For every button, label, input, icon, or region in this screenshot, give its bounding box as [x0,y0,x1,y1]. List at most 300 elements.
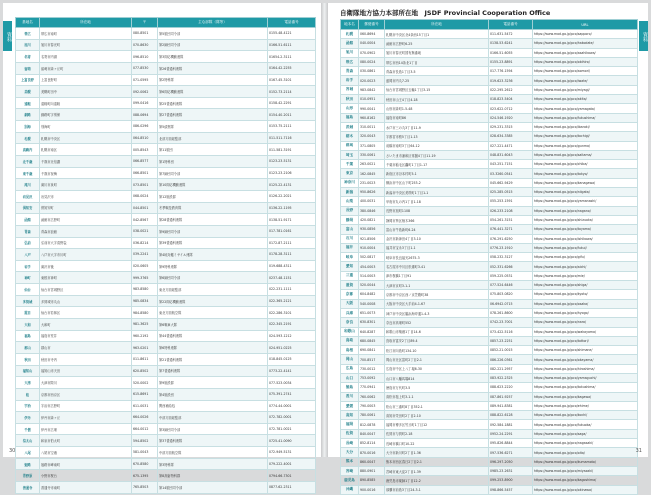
table-cell: 611-0031 [132,400,158,412]
table-cell: 020-0605 [132,260,158,272]
table-cell: 善通寺 [16,481,40,493]
table-cell: 帯広 [341,57,359,66]
table-row [16,62,316,74]
table-row [341,39,638,48]
table-row [341,290,638,299]
table-cell: 青野原 [16,470,40,482]
table-cell: 第44普通科連隊 [158,330,268,342]
table-row [341,160,638,169]
table-cell: 函館市広野町 [40,214,132,226]
table-cell: 東京 [341,169,359,178]
table-row [341,439,638,448]
table-cell: https://www.mod.go.jp/pco/miyazaki/ [533,466,638,475]
table-cell: 0126-22-2021 [268,190,316,202]
table-cell: 第7師団司令部 [158,167,268,179]
table-cell: 第4施設団 [158,388,268,400]
table-cell: 664-0026 [132,412,158,424]
table-cell: 0152-73-2114 [268,86,316,98]
table-cell: 027-221-4471 [489,141,533,150]
table-cell: 富山 [341,225,359,234]
table-row [341,122,638,131]
table-cell: 神奈川 [341,178,359,187]
table-cell: 400-0031 [359,197,385,206]
table-cell: 那覇市前島3丁目24-3-1 [385,485,489,494]
table-row [341,281,638,290]
table-row [341,327,638,336]
office-table-body [341,30,638,495]
table-cell: 多賀城 [16,295,40,307]
table-cell: 026-233-2108 [489,206,533,215]
table-cell: 096-297-2050 [489,457,533,466]
table-cell: 080-0024 [359,57,385,66]
table-cell: 790-0003 [359,401,385,410]
table-cell: 北部方面総監部 [158,132,268,144]
table-cell: 044-8501 [132,202,158,214]
table-row [341,485,638,494]
table-cell: 700-8517 [359,355,385,364]
table-cell: 263-0021 [359,160,385,169]
table-cell: 鳥取市富安2丁目89-4 [385,336,489,345]
table-cell: 釧路 [16,109,40,121]
table-cell: 950-8626 [359,188,385,197]
table-cell: https://www.mod.go.jp/pco/saitama/ [533,150,638,159]
table-cell: 千歳市祝梅 [40,167,132,179]
table-cell: 0138-53-6241 [489,39,533,48]
table-cell: 旭川市春光町 [40,39,132,51]
table-cell: 大津市京町3-1-1 [385,281,489,290]
table-cell: 330-0061 [359,150,385,159]
table-cell: https://www.mod.go.jp/pco/toyama/ [533,225,638,234]
table-row [16,423,316,435]
table-cell: 弘前市大字清野袋 [40,237,132,249]
table-cell: 青森市長島1丁目3-5 [385,67,489,76]
table-cell: 0794-66-7301 [268,470,316,482]
table-cell: 伊丹市緑ヶ丘 [40,412,132,424]
table-cell: 札幌市南区 [40,144,132,156]
table-cell: 神町 [16,272,40,284]
table-header-row [16,18,316,28]
table-cell: 第11旅団 [158,144,268,156]
table-cell: 055-253-1591 [489,197,533,206]
table-cell: 963-0201 [132,342,158,354]
table-cell: 第25普通科連隊 [158,97,268,109]
table-cell: 釧路町字別保 [40,109,132,121]
table-cell: 022-295-2612 [489,85,533,94]
table-cell: 039-2241 [132,249,158,261]
table-cell: 594-8502 [132,435,158,447]
table-cell: 088-822-6128 [489,411,533,420]
table-cell: 奈良 [341,318,359,327]
table-cell: 中部方面総監部 [158,412,268,424]
table-cell: 第6戦車大隊 [158,319,268,331]
table-cell: 秋田市山王4丁目4-18 [385,95,489,104]
table-cell: 名古屋市中川区松重町3-41 [385,262,489,271]
table-cell: https://www.mod.go.jp/pco/ehime/ [533,401,638,410]
table-row [16,179,316,191]
table-cell: 070-8630 [132,39,158,51]
table-cell: 遠軽町向遠軽 [40,97,132,109]
table-cell: https://www.mod.go.jp/pco/gifu/ [533,253,638,262]
table-cell: 善通寺市南町 [40,481,132,493]
table-cell: https://www.mod.go.jp/pco/akita/ [533,95,638,104]
table-cell: 083-922-2325 [489,373,533,382]
table-row [341,48,638,57]
table-cell: 旭川 [341,48,359,57]
table-cell: 080-8501 [132,28,158,40]
table-cell: 福島 [341,113,359,122]
table-cell: 八尾 [16,447,40,459]
table-cell: 秋田市寺内 [40,353,132,365]
table-cell: さいたま市浦和区常盤4丁目11-19 [385,150,489,159]
table-cell: 0166-51-6055 [489,48,533,57]
table-cell: 320-0043 [359,132,385,141]
table-cell: 姫路市峰南町 [40,458,132,470]
table-row [341,392,638,401]
table-cell: 620-8502 [132,365,158,377]
table-cell: 0155-23-8891 [489,57,533,66]
table-cell: 滋賀 [341,281,359,290]
table-row [341,104,638,113]
table-row [341,243,638,252]
table-row [16,144,316,156]
table-cell: 06-6942-0715 [489,299,533,308]
table-cell: 滝川市泉町 [40,179,132,191]
table-cell: 0774-44-0001 [268,400,316,412]
table-cell: 042-8567 [132,214,158,226]
table-cell: 信太山 [16,435,40,447]
table-cell: https://www.mod.go.jp/pco/ibaraki/ [533,122,638,131]
table-cell: 愛媛 [341,401,359,410]
table-cell: 780-0061 [359,411,385,420]
table-cell: 金沢市新神田4丁目3-10 [385,234,489,243]
table-cell: https://www.mod.go.jp/pco/kanagawa/ [533,178,638,187]
table-cell: 広島 [341,364,359,373]
table-cell: 佐賀 [341,429,359,438]
table-cell: 099-0416 [132,97,158,109]
table-cell: 098-866-5457 [489,485,533,494]
table-cell: 005-8543 [132,144,158,156]
table-row [341,373,638,382]
table-cell: 921-8506 [359,234,385,243]
table-row [341,271,638,280]
table-cell: 福井 [341,243,359,252]
table-cell: 017-776-1594 [489,67,533,76]
table-row [341,448,638,457]
page-number: 30 [9,448,16,454]
table-row [16,365,316,377]
table-cell: 茨城 [341,122,359,131]
table-cell: https://www.mod.go.jp/pco/nagano/ [533,206,638,215]
table-cell: 01654-2-3111 [268,51,316,63]
table-cell: 鳥取 [341,336,359,345]
table-cell: 0725-41-0090 [268,435,316,447]
table-cell: 広島市中区上八丁堀6-30 [385,364,489,373]
table-cell: 860-0047 [359,457,385,466]
column-header: URL [533,20,638,30]
table-row [16,121,316,133]
table-row [16,167,316,179]
column-header: 電話番号 [268,18,316,28]
table-cell: 神戸市中央区脇浜海岸通1-4-3 [385,308,489,317]
table-cell: 162-0845 [359,169,385,178]
table-row [16,412,316,424]
table-row [341,420,638,429]
table-cell: 留萌市緑ヶ丘町 [40,62,132,74]
table-cell: https://www.mod.go.jp/pco/wakayama/ [533,327,638,336]
table-cell: 福島市荒井 [40,330,132,342]
table-cell: 765-8503 [132,481,158,493]
table-cell: 075-391-2741 [268,388,316,400]
table-cell: 帯広 [16,28,40,40]
table-cell: 690-0841 [359,346,385,355]
table-cell: 静岡 [341,215,359,224]
table-cell: 0877-62-2311 [268,481,316,493]
column-header: 電話番号 [489,20,533,30]
table-cell: 大津市際川 [40,377,132,389]
table-cell: 077-8530 [132,62,158,74]
table-cell: 089-941-8381 [489,401,533,410]
table-cell: 函館 [16,214,40,226]
table-row [16,249,316,261]
table-cell: 横浜市中区山下町253-2 [385,178,489,187]
table-cell: 0985-23-2631 [489,466,533,475]
table-cell: 東千歳 [16,167,40,179]
table-cell: 郡山 [16,342,40,354]
table-cell: https://www.mod.go.jp/pco/kyoto/ [533,290,638,299]
table-cell: 別海町 [40,121,132,133]
table-cell: 070-0902 [359,48,385,57]
table-cell: 024-546-1920 [489,113,533,122]
table-cell: 第12施設群 [158,190,268,202]
table-cell: 072-782-0001 [268,412,316,424]
table-cell: 052-331-6266 [489,262,533,271]
table-cell: 840-0047 [359,429,385,438]
table-cell: 東北方面航空隊 [158,307,268,319]
table-cell: 別海 [16,121,40,133]
table-cell: https://www.mod.go.jp/pco/oita/ [533,448,638,457]
table-cell: 073-422-5116 [489,327,533,336]
table-cell: 秋田 [16,353,40,365]
table-cell: 017-781-0161 [268,225,316,237]
table-row [341,141,638,150]
table-row [16,307,316,319]
table-cell: 029-231-3315 [489,122,533,131]
table-row [16,190,316,202]
table-row [16,435,316,447]
table-cell: 富山市牛島新町6-24 [385,225,489,234]
table-cell: 077-523-0034 [268,377,316,389]
table-cell: 675-1395 [132,470,158,482]
table-cell: 第22即応機動連隊 [158,295,268,307]
table-cell: 0155-48-4121 [268,28,316,40]
table-cell: 松江市向島町134-10 [385,346,489,355]
table-cell: 札幌市中央区 [40,132,132,144]
table-row [16,447,316,459]
table-cell: 第9特科連隊 [158,260,268,272]
table-row [16,388,316,400]
table-cell: 615-8691 [132,388,158,400]
table-cell: 0153-75-2111 [268,121,316,133]
table-cell: 長野市旭町1108 [385,206,489,215]
table-cell: https://www.mod.go.jp/pco/tokushima/ [533,383,638,392]
table-row [341,113,638,122]
table-cell: https://www.mod.go.jp/pco/iwate/ [533,76,638,85]
table-cell: https://www.mod.go.jp/pco/osaka/ [533,299,638,308]
table-cell: 美幌町田中 [40,86,132,98]
table-cell: 960-2192 [132,330,158,342]
table-cell: 札幌市中央区北4条西15丁目1 [385,30,489,39]
table-cell: https://www.mod.go.jp/pco/hyogo/ [533,308,638,317]
table-row [16,272,316,284]
table-cell: 075-803-0820 [489,290,533,299]
table-cell: 福島 [16,330,40,342]
base-table [15,17,316,494]
table-cell: 上富良野 [16,74,40,86]
table-cell: 581-0043 [132,447,158,459]
table-cell: 滝川 [16,179,40,191]
table-cell: 0742-23-7001 [489,318,533,327]
table-cell: 上富良野町 [40,74,132,86]
table-cell: 082-221-2957 [489,364,533,373]
table-cell: 函館 [341,39,359,48]
table-row [16,214,316,226]
table-cell: 第7普通科連隊 [158,365,268,377]
table-cell: 058-232-3127 [489,253,533,262]
table-cell: 第2師団司令部 [158,39,268,51]
table-cell: 0952-24-2291 [489,429,533,438]
table-cell: 千僧 [16,423,40,435]
table-cell: 第4地対艦ミサイル連隊 [158,249,268,261]
table-cell: 愛知 [341,262,359,271]
table-cell: 076-291-6250 [489,234,533,243]
table-cell: 札幌 [341,30,359,39]
table-cell: 680-0845 [359,336,385,345]
table-cell: https://www.mod.go.jp/pco/hiroshima/ [533,364,638,373]
table-row [341,411,638,420]
table-cell: 大分 [341,448,359,457]
table-cell: 068-0024 [132,190,158,202]
table-cell: 870-0016 [359,448,385,457]
table-row [16,400,316,412]
table-row [16,295,316,307]
table-row [341,318,638,327]
table-row [341,132,638,141]
table-row [16,86,316,98]
table-cell: 088-623-2220 [489,383,533,392]
table-cell: 第26普通科連隊 [158,62,268,74]
table-cell: 514-0003 [359,271,385,280]
table-cell: https://www.mod.go.jp/pco/hakodate/ [533,39,638,48]
table-cell: 890-8585 [359,476,385,485]
table-cell: 985-0834 [132,295,158,307]
table-cell: 0154-40-2011 [268,109,316,121]
table-row [341,383,638,392]
table-row [16,28,316,40]
table-cell: 大津 [16,377,40,389]
table-cell: https://www.mod.go.jp/pco/okinawa/ [533,485,638,494]
table-cell: 088-0694 [132,109,158,121]
table-cell: https://www.mod.go.jp/pco/fukuoka/ [533,420,638,429]
table-cell: https://www.mod.go.jp/pco/kagoshima/ [533,476,638,485]
table-row [341,401,638,410]
table-cell: https://www.mod.go.jp/pco/tochigi/ [533,132,638,141]
table-cell: 弘前 [16,237,40,249]
table-cell: 730-0012 [359,364,385,373]
table-row [16,202,316,214]
table-cell: 東北方面総監部 [158,284,268,296]
table-cell: 030-0861 [359,67,385,76]
table-cell: 函館市広野町6-25 [385,39,489,48]
table-cell: 670-8580 [132,458,158,470]
table-cell: 0167-45-3101 [268,74,316,86]
table-cell: https://www.mod.go.jp/pco/nara/ [533,318,638,327]
table-row [16,330,316,342]
table-cell: 仙台市宮城野区 [40,284,132,296]
table-cell: 京都 [341,290,359,299]
table-cell: 第21普通科連隊 [158,353,268,365]
table-cell: 長崎 [341,439,359,448]
table-cell: https://www.mod.go.jp/pco/nagasaki/ [533,439,638,448]
table-cell: https://www.mod.go.jp/pco/saga/ [533,429,638,438]
section-tab: 資料 [639,21,648,51]
table-row [341,262,638,271]
table-cell: 060-8694 [359,30,385,39]
table-cell: 倶知安 [16,202,40,214]
table-cell: 第10即応機動連隊 [158,179,268,191]
table-cell: https://www.mod.go.jp/pco/fukushima/ [533,113,638,122]
table-cell: 420-0821 [359,215,385,224]
table-cell: 八戸市大字市川町 [40,249,132,261]
table-cell: 023-622-0712 [489,104,533,113]
table-cell: 千葉 [341,160,359,169]
table-cell: 盛岡市内丸7-25 [385,76,489,85]
table-cell: 名寄 [16,51,40,63]
table-cell: 983-0842 [359,85,385,94]
table-cell: 第1特科団 [158,156,268,168]
table-cell: 水戸市三の丸3丁目11-9 [385,122,489,131]
table-cell: 名寄市内淵 [40,51,132,63]
table-cell: https://www.mod.go.jp/pco/yamanashi/ [533,197,638,206]
table-row [341,234,638,243]
table-row [16,74,316,86]
table-cell: 東根市神町 [40,272,132,284]
table-cell: 宮城 [341,85,359,94]
table-cell: 0178-28-3111 [268,249,316,261]
table-cell: 753-0092 [359,373,385,382]
table-cell: 020-0023 [359,76,385,85]
table-row [341,76,638,85]
table-row [341,57,638,66]
table-row [341,67,638,76]
table-cell: 076-441-3271 [489,225,533,234]
table-cell: 霞目 [16,307,40,319]
table-cell: 北千歳 [16,156,40,168]
table-cell: 真駒内 [16,144,40,156]
table-cell: 山口市八幡馬場814 [385,373,489,382]
page-title: 自衛隊地方協力本部所在地 JSDF Provincial Cooperation Office [340,9,551,17]
table-cell: 仙台市若林区 [40,307,132,319]
table-cell: 018-823-5404 [489,95,533,104]
table-cell: 奈良市高畑町552 [385,318,489,327]
table-cell: 大分市新川町2丁目1-36 [385,448,489,457]
table-cell: 姫路 [16,458,40,470]
table-row [16,284,316,296]
table-cell: 山形 [341,104,359,113]
table-cell: 066-8501 [132,167,158,179]
table-cell: 八尾市空港 [40,447,132,459]
table-cell: 第27普通科連隊 [158,109,268,121]
table-cell: 03-3260-0541 [489,169,533,178]
